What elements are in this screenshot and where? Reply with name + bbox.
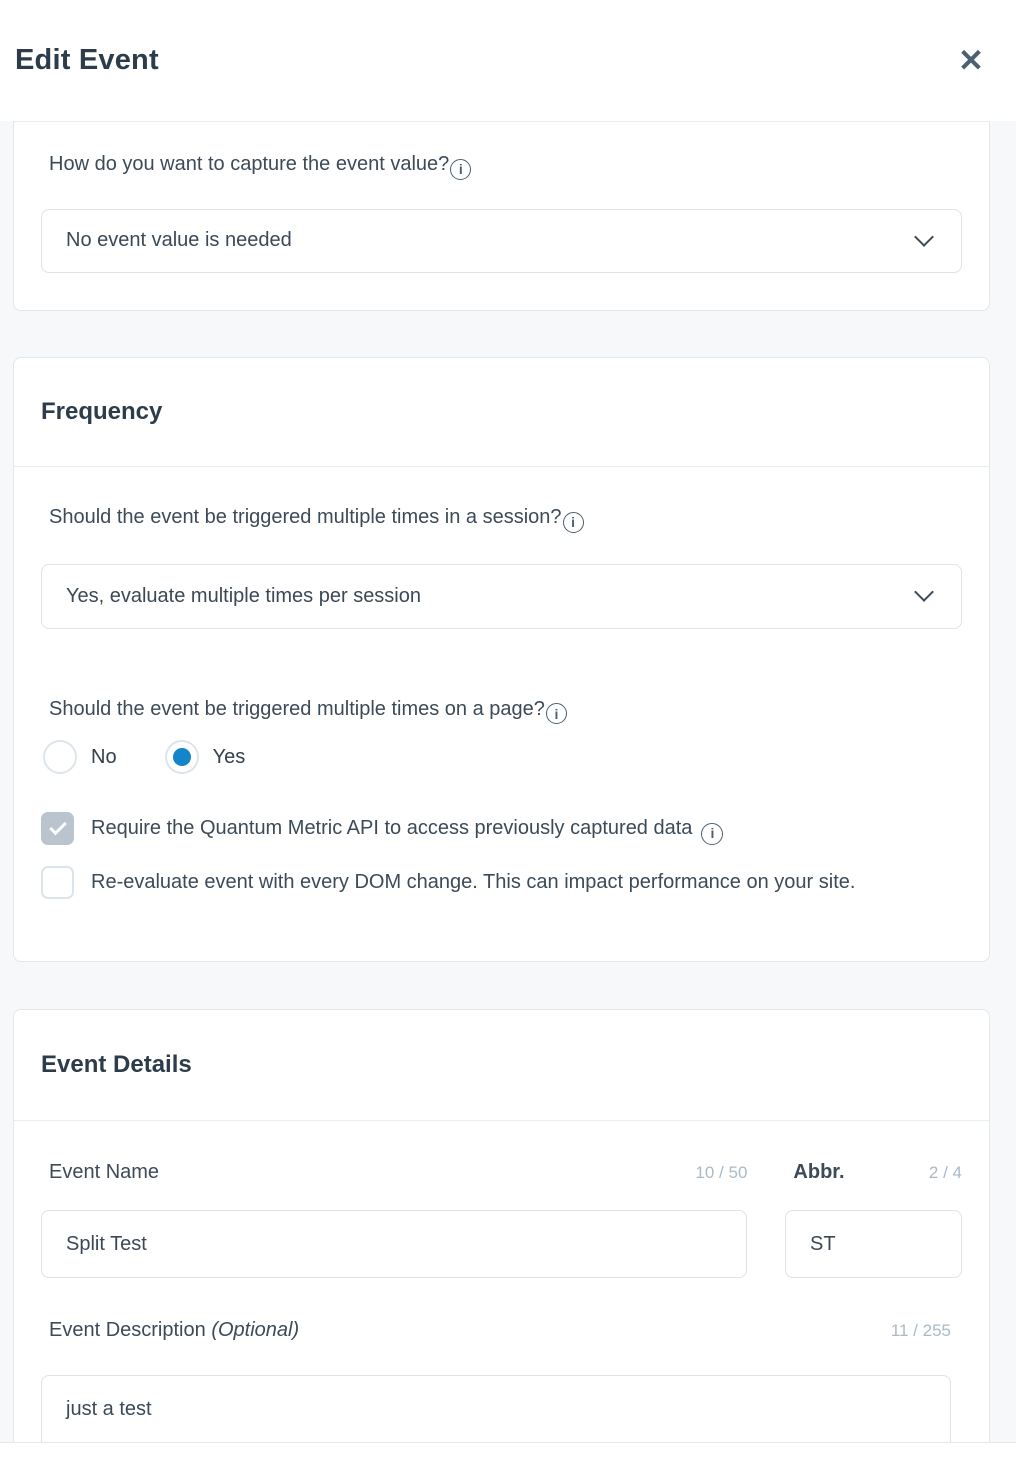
event-details-section [13,1009,990,1443]
event-name-label: Event Name [49,1161,160,1183]
info-icon-glyph: i [458,161,463,177]
modal-body [0,121,1016,1443]
chevron-down-icon [914,582,934,602]
frequency-section-header [14,358,989,467]
event-name-input[interactable] [41,1210,747,1278]
session-frequency-question-text: Should the event be triggered multiple times in a session? [49,506,562,528]
close-button[interactable] [954,41,988,80]
event-name-label-row [41,1161,747,1184]
session-frequency-question [49,505,962,533]
require-api-checkbox-label [91,812,723,845]
chevron-down-icon [914,227,934,247]
description-textarea[interactable] [41,1375,951,1443]
event-details-content [14,1121,989,1443]
reevaluate-dom-checkbox-label: Re-evaluate event with every DOM change. This can impact performance on your site. [91,871,856,893]
reevaluate-dom-checkbox-row [41,866,962,899]
description-label-text: Event Description [49,1319,206,1341]
name-abbr-label-row [41,1121,962,1184]
event-value-dropdown-value: No event value is needed [66,229,292,251]
frequency-heading: Frequency [41,398,163,425]
name-abbr-inputs-row [41,1210,962,1278]
info-icon-glyph: i [571,514,575,530]
require-api-checkbox-label-text: Require the Quantum Metric API to access previously captured data [91,817,693,839]
info-icon-glyph: i [710,825,715,841]
info-icon[interactable] [546,703,567,724]
session-frequency-dropdown[interactable] [41,564,962,629]
description-label [49,1319,299,1342]
radio-option-no[interactable] [43,740,117,774]
close-icon: ✕ [958,43,984,78]
capture-value-section [13,121,990,311]
page-frequency-radio-group [43,740,962,774]
event-details-heading: Event Details [41,1051,192,1078]
frequency-section [13,357,990,962]
capture-value-question [49,152,962,180]
radio-yes-label: Yes [212,745,246,768]
modal-header [0,0,1016,121]
description-label-row [41,1319,951,1342]
require-api-checkbox-row [41,812,962,845]
check-icon [49,818,67,836]
event-value-dropdown[interactable] [41,209,962,273]
abbr-label: Abbr. [793,1161,845,1183]
page-frequency-question [49,697,962,725]
reevaluate-dom-checkbox[interactable] [41,866,74,899]
require-api-checkbox[interactable] [41,812,74,845]
abbr-counter: 2 / 4 [928,1163,962,1182]
event-details-section-header [14,1010,989,1121]
abbr-input[interactable] [785,1210,962,1278]
modal-title: Edit Event [15,44,159,76]
session-frequency-dropdown-value: Yes, evaluate multiple times per session [66,584,421,607]
description-counter: 11 / 255 [890,1321,951,1340]
radio-no-label: No [91,745,117,768]
info-icon[interactable] [563,512,584,533]
frequency-section-content [14,505,989,936]
radio-option-yes[interactable] [165,740,246,774]
info-icon[interactable] [701,823,723,845]
frequency-checkbox-group [41,812,962,899]
page-frequency-question-text: Should the event be triggered multiple times on a page? [49,697,545,720]
radio-dot-icon [173,748,191,766]
info-icon[interactable] [450,159,471,180]
abbr-label-row [785,1161,962,1184]
capture-value-question-text: How do you want to capture the event value? [49,153,450,175]
description-optional-label: (Optional) [211,1319,300,1341]
radio-circle-icon [165,740,199,774]
event-name-counter: 10 / 50 [695,1163,748,1182]
radio-circle-icon [43,740,77,774]
radio-dot-icon [51,748,69,766]
info-icon-glyph: i [554,705,559,722]
